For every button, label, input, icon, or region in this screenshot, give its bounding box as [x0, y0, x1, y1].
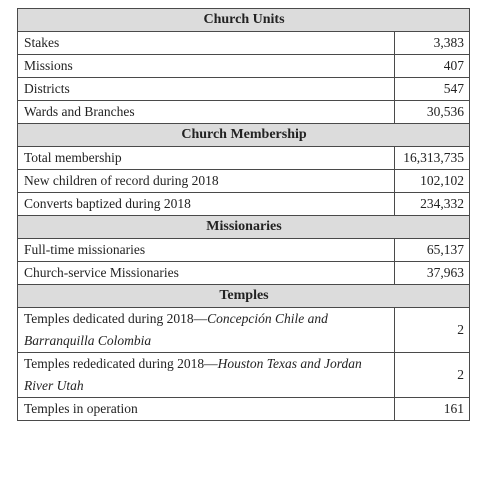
row-label: Full-time missionaries — [18, 239, 395, 262]
row-value: 102,102 — [395, 170, 470, 193]
row-value: 161 — [395, 398, 470, 421]
row-value: 407 — [395, 55, 470, 78]
table-row — [18, 55, 470, 78]
temples-rededicated-label: Temples rededicated during 2018— — [24, 356, 218, 371]
section-header-row — [18, 216, 470, 239]
row-value: 2 — [395, 308, 470, 353]
row-value: 16,313,735 — [395, 147, 470, 170]
table-row — [18, 308, 470, 353]
table-row — [18, 101, 470, 124]
row-label — [18, 308, 395, 353]
row-value: 234,332 — [395, 193, 470, 216]
table-row — [18, 262, 470, 285]
row-value: 2 — [395, 353, 470, 398]
table-row — [18, 353, 470, 398]
table-row — [18, 170, 470, 193]
missionaries-header: Missionaries — [18, 216, 470, 239]
row-label: Wards and Branches — [18, 101, 395, 124]
row-label — [18, 353, 395, 398]
church-statistics-table — [17, 8, 470, 421]
section-header-row — [18, 124, 470, 147]
temples-rededicated-names: Houston Texas and Jordan River Utah — [24, 356, 362, 393]
temples-dedicated-label: Temples dedicated during 2018— — [24, 311, 208, 326]
row-label: Church-service Missionaries — [18, 262, 395, 285]
row-label: New children of record during 2018 — [18, 170, 395, 193]
row-label: Missions — [18, 55, 395, 78]
church-membership-header: Church Membership — [18, 124, 470, 147]
table-row — [18, 193, 470, 216]
row-label: Total membership — [18, 147, 395, 170]
temples-dedicated-names: Concepción Chile and Barranquilla Colombia — [24, 311, 328, 348]
row-value: 37,963 — [395, 262, 470, 285]
table-row — [18, 147, 470, 170]
table-row — [18, 239, 470, 262]
temples-header: Temples — [18, 285, 470, 308]
row-label: Districts — [18, 78, 395, 101]
church-units-header: Church Units — [18, 9, 470, 32]
section-header-row — [18, 9, 470, 32]
row-value: 3,383 — [395, 32, 470, 55]
row-value: 65,137 — [395, 239, 470, 262]
table-row — [18, 398, 470, 421]
row-label: Stakes — [18, 32, 395, 55]
row-value: 547 — [395, 78, 470, 101]
row-label: Temples in operation — [18, 398, 395, 421]
section-header-row — [18, 285, 470, 308]
table-row — [18, 78, 470, 101]
table-row — [18, 32, 470, 55]
row-label: Converts baptized during 2018 — [18, 193, 395, 216]
row-value: 30,536 — [395, 101, 470, 124]
